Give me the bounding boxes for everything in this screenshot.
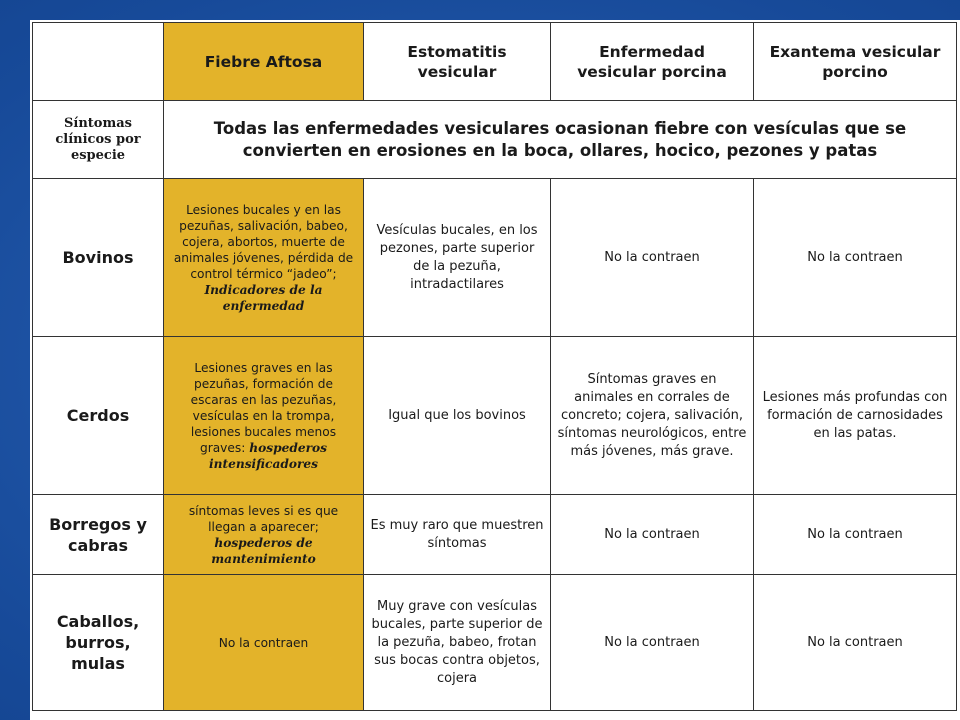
cell-text: Lesiones bucales y en las pezuñas, salivación, babeo, cojera, abortos, muerte de animales jóvenes, pérdida de control térmico “jadeo”;: [173, 202, 354, 281]
cell-emphasis: Indicadores de la enfermedad: [204, 282, 323, 313]
cell-text: Lesiones graves en las pezuñas, formación de escaras en las pezuñas, vesículas en la trompa, lesiones bucales menos graves:: [190, 360, 337, 455]
row-label-bovinos: Bovinos: [33, 179, 164, 337]
cell-borregos-estomatitis: Es muy raro que muestren síntomas: [364, 495, 551, 575]
cell-borregos-fiebre-aftosa: [164, 495, 364, 575]
cell-cerdos-estomatitis: Igual que los bovinos: [364, 337, 551, 495]
sintomas-label: Síntomas clínicos por especie: [33, 101, 164, 179]
header-fiebre-aftosa: Fiebre Aftosa: [164, 23, 364, 101]
cell-caballos-fiebre-aftosa: [164, 575, 364, 711]
header-row: [33, 23, 957, 101]
table-row-caballos: [33, 575, 957, 711]
cell-cerdos-fiebre-aftosa: [164, 337, 364, 495]
cell-emphasis: hospederos intensificadores: [208, 440, 328, 471]
cell-bovinos-exantema: No la contraen: [754, 179, 957, 337]
intro-text: Todas las enfermedades vesiculares ocasionan fiebre con vesículas que se convierten en erosiones en la boca, ollares, hocico, pezones y patas: [164, 101, 957, 179]
cell-borregos-enfermedad-vesicular: No la contraen: [551, 495, 754, 575]
intro-row: [33, 101, 957, 179]
row-label-cerdos: Cerdos: [33, 337, 164, 495]
header-enfermedad-vesicular-porcina: Enfermedad vesicular porcina: [551, 23, 754, 101]
table-row-bovinos: [33, 179, 957, 337]
cell-borregos-exantema: No la contraen: [754, 495, 957, 575]
cell-bovinos-enfermedad-vesicular: No la contraen: [551, 179, 754, 337]
cell-emphasis: hospederos de mantenimiento: [211, 535, 316, 566]
cell-cerdos-enfermedad-vesicular: Síntomas graves en animales en corrales de concreto; cojera, salivación, síntomas neurológicos, entre más jóvenes, más grave.: [551, 337, 754, 495]
cell-bovinos-fiebre-aftosa: [164, 179, 364, 337]
cell-text: No la contraen: [218, 635, 309, 650]
header-empty-cell: [33, 23, 164, 101]
cell-caballos-exantema: No la contraen: [754, 575, 957, 711]
header-exantema-vesicular-porcino: Exantema vesicular porcino: [754, 23, 957, 101]
cell-cerdos-exantema: Lesiones más profundas con formación de carnosidades en las patas.: [754, 337, 957, 495]
cell-text: síntomas leves si es que llegan a aparecer;: [188, 503, 339, 534]
table-row-borregos: [33, 495, 957, 575]
cell-caballos-estomatitis: Muy grave con vesículas bucales, parte superior de la pezuña, babeo, frotan sus bocas contra objetos, cojera: [364, 575, 551, 711]
cell-bovinos-estomatitis: Vesículas bucales, en los pezones, parte superior de la pezuña, intradactilares: [364, 179, 551, 337]
table-row-cerdos: [33, 337, 957, 495]
disease-comparison-table: [32, 22, 957, 711]
header-estomatitis-vesicular: Estomatitis vesicular: [364, 23, 551, 101]
row-label-borregos: Borregos y cabras: [33, 495, 164, 575]
row-label-caballos: Caballos, burros, mulas: [33, 575, 164, 711]
cell-caballos-enfermedad-vesicular: No la contraen: [551, 575, 754, 711]
